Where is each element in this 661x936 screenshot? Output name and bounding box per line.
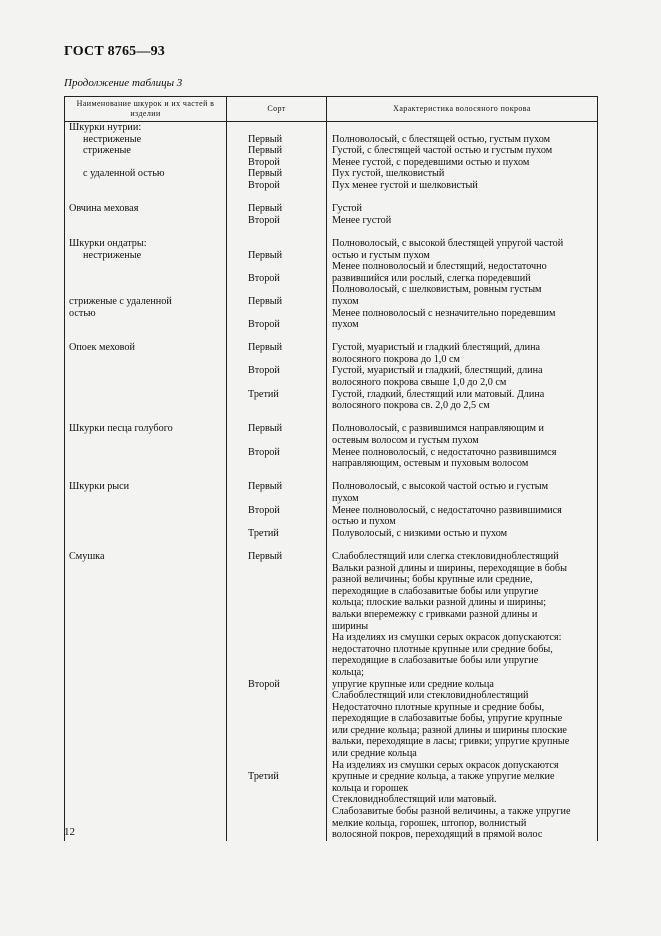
item-desc-line: переходящие в слабозавитые бобы, упругие крупные <box>332 713 563 725</box>
item-sort-line: Первый <box>248 203 283 215</box>
row-spacer <box>248 470 326 482</box>
item-name-line <box>69 284 226 296</box>
item-desc-cell <box>327 551 598 841</box>
item-desc-line: Менее густой <box>332 214 392 226</box>
item-sort-line: Первый <box>248 550 283 562</box>
item-desc-line <box>332 122 594 134</box>
row-spacer <box>69 412 226 424</box>
item-name-line <box>69 319 226 331</box>
row-spacer <box>248 539 326 551</box>
item-sort-line: Второй <box>248 179 280 191</box>
item-sort-line <box>248 377 326 389</box>
item-sort-line <box>248 609 326 621</box>
item-sort-line: Первый <box>248 423 283 435</box>
item-desc-line: или средние кольца <box>332 748 417 760</box>
item-desc-line: крупные и средние кольца, а также упругие мелкие <box>332 771 555 783</box>
item-name-line: Опоек меховой <box>69 342 135 354</box>
item-desc-cell <box>327 423 598 481</box>
item-sort-line: Второй <box>248 156 280 168</box>
item-name-line <box>69 261 226 273</box>
item-sort-line <box>248 354 326 366</box>
item-desc-line: остью и пухом <box>332 516 396 528</box>
item-sort-line: Второй <box>248 272 280 284</box>
row-spacer <box>332 412 594 424</box>
item-sort-line: Второй <box>248 446 280 458</box>
item-sort-line <box>248 516 326 528</box>
item-desc-line: развившийся или рослый, слегка поредевший <box>332 272 531 284</box>
row-spacer <box>332 226 594 238</box>
page-number: 12 <box>64 826 75 838</box>
item-name-line <box>69 493 226 505</box>
item-desc-line: мелкие кольца, горошек, штопор, волнистый <box>332 817 527 829</box>
row-spacer <box>69 470 226 482</box>
item-sort-line <box>248 760 326 772</box>
item-sort-line <box>248 829 326 841</box>
table-row <box>65 238 598 342</box>
row-spacer <box>248 226 326 238</box>
item-desc-line: кольца; плоские вальки разной длины и ширины; <box>332 597 547 609</box>
item-desc-line: направляющим, остевым и пуховым волосом <box>332 458 529 470</box>
item-name-line: стриженые с удаленной <box>69 295 172 307</box>
item-sort-line <box>248 702 326 714</box>
item-desc-line: Густой, муаристый и гладкий, блестящий, длина <box>332 365 543 377</box>
item-sort-line <box>248 690 326 702</box>
item-desc-line: Полноволосый, с высокой частой остью и густым <box>332 481 549 493</box>
item-desc-line: пухом <box>332 493 359 504</box>
item-desc-line: Полноволосый, с высокой блестящей упругой частой <box>332 237 564 249</box>
table-row <box>65 342 598 423</box>
item-sort-line: Второй <box>248 678 280 690</box>
item-name-line: с удаленной остью <box>83 168 165 180</box>
item-desc-line: Густой <box>332 203 362 215</box>
item-sort-line <box>248 261 326 273</box>
item-sort-line: Второй <box>248 319 280 331</box>
item-desc-line: Менее густой, с поредевшими остью и пухом <box>332 156 530 168</box>
item-desc-line: Густой, муаристый и гладкий блестящий, длина <box>332 342 541 354</box>
item-sort-cell <box>227 203 327 238</box>
item-name-line <box>69 597 226 609</box>
item-sort-line: Второй <box>248 504 280 516</box>
item-name-line <box>69 667 226 679</box>
item-sort-line <box>248 655 326 667</box>
item-sort-cell <box>227 342 327 423</box>
item-name-line <box>69 644 226 656</box>
item-name-line <box>69 748 226 760</box>
item-sort-line: Первый <box>248 168 283 180</box>
item-desc-line: переходящие в слабозавитые бобы или упругие <box>332 655 539 667</box>
item-name-line <box>69 354 226 366</box>
item-sort-line: Первый <box>248 481 283 493</box>
row-spacer <box>248 331 326 343</box>
header-name: Наименование шкурок и их частей в изделии <box>65 97 227 122</box>
item-sort-line <box>248 435 326 447</box>
item-desc-line: Полноволосый, с шелковистым, ровным густым <box>332 284 542 296</box>
item-name-line: Шкурки песца голубого <box>69 423 173 435</box>
item-sort-line <box>248 308 326 320</box>
item-name-line <box>69 725 226 737</box>
item-sort-line: Первый <box>248 145 283 157</box>
item-desc-line: вальки вперемежку с гривками разной длины и <box>332 608 538 620</box>
item-sort-line <box>248 586 326 598</box>
item-desc-line: На изделиях из смушки серых окрасок допускаются <box>332 759 559 771</box>
item-name-line: остью <box>69 307 96 319</box>
item-desc-line: Густой, с блестящей частой остью и густым пухом <box>332 145 553 157</box>
row-spacer <box>248 192 326 204</box>
item-sort-cell <box>227 481 327 551</box>
document-id: ГОСТ 8765—93 <box>64 44 165 59</box>
item-sort-line <box>248 632 326 644</box>
item-sort-line <box>248 818 326 830</box>
item-name-line <box>69 586 226 598</box>
item-desc-line: ширины <box>332 620 369 632</box>
item-name-line <box>69 679 226 691</box>
item-name-line <box>69 621 226 633</box>
item-desc-line: остью и густым пухом <box>332 249 430 261</box>
table-row <box>65 423 598 481</box>
item-name-line: нестриженые <box>83 249 142 261</box>
item-name-line <box>69 771 226 783</box>
item-sort-line: Первый <box>248 133 283 145</box>
item-desc-line: Полноволосый, с развившимся направляющим и <box>332 423 544 435</box>
item-sort-line: Первый <box>248 295 283 307</box>
item-sort-line <box>248 748 326 760</box>
table-row <box>65 122 598 204</box>
item-sort-line: Первый <box>248 249 283 261</box>
item-name-line: стриженые <box>83 145 131 157</box>
item-name-line <box>69 435 226 447</box>
item-sort-line <box>248 806 326 818</box>
row-spacer <box>332 331 594 343</box>
item-sort-line <box>248 667 326 679</box>
row-spacer <box>332 539 594 551</box>
item-desc-line: Менее полноволосый и блестящий, недостаточно <box>332 261 547 273</box>
item-name-line <box>69 760 226 772</box>
item-sort-line <box>248 284 326 296</box>
item-name-line <box>69 655 226 667</box>
row-spacer <box>332 470 594 482</box>
item-name-line <box>69 806 226 818</box>
item-desc-line: Полуволосый, с низкими остью и пухом <box>332 527 508 539</box>
table-caption: Продолжение таблицы 3 <box>64 77 183 89</box>
item-sort-line <box>248 563 326 575</box>
item-desc-line: Менее полноволосый с незначительно поредевшим <box>332 307 556 319</box>
item-name-line <box>69 447 226 459</box>
item-sort-line <box>248 794 326 806</box>
item-name-line <box>69 736 226 748</box>
item-desc-line: Слабоблестящий или слегка стекловидноблестящий <box>332 550 559 562</box>
table-header-row <box>65 97 598 122</box>
item-sort-line <box>248 783 326 795</box>
row-spacer <box>69 539 226 551</box>
item-desc-line: недостаточно плотные крупные или средние бобы, <box>332 643 553 655</box>
item-name-cell <box>65 342 227 423</box>
item-name-line <box>69 563 226 575</box>
item-name-line <box>69 574 226 586</box>
item-name-line <box>69 505 226 517</box>
item-sort-line: Третий <box>248 771 279 783</box>
item-sort-cell <box>227 551 327 841</box>
item-desc-line: кольца; <box>332 666 364 678</box>
table-row <box>65 481 598 551</box>
row-spacer <box>69 331 226 343</box>
item-sort-cell <box>227 122 327 204</box>
item-sort-line <box>248 493 326 505</box>
item-desc-line: пухом <box>332 295 359 307</box>
item-name-line <box>69 690 226 702</box>
item-sort-line <box>248 458 326 470</box>
item-desc-line: Менее полноволосый, с недостаточно развившимися <box>332 504 562 516</box>
item-sort-cell <box>227 238 327 342</box>
item-desc-line: Полноволосый, с блестящей остью, густым пухом <box>332 133 551 145</box>
item-name-line: Шкурки нутрии: <box>69 122 142 133</box>
table-row <box>65 551 598 841</box>
item-desc-cell <box>327 238 598 342</box>
item-name-line: Смушка <box>69 550 105 562</box>
item-name-line <box>69 609 226 621</box>
row-spacer <box>69 192 226 204</box>
item-sort-line: Третий <box>248 388 279 400</box>
item-sort-line: Первый <box>248 342 283 354</box>
item-name-cell <box>65 481 227 551</box>
item-desc-cell <box>327 203 598 238</box>
item-desc-line: волосяного покрова св. 2,0 до 2,5 см <box>332 400 490 412</box>
item-name-line: Шкурки рыси <box>69 481 130 493</box>
header-sort: Сорт <box>227 97 327 122</box>
item-sort-line <box>248 725 326 737</box>
item-sort-line <box>248 597 326 609</box>
item-desc-line: Пух менее густой и шелковистый <box>332 179 478 191</box>
item-desc-line: упругие крупные или средние кольца <box>332 678 494 690</box>
item-name-cell <box>65 238 227 342</box>
item-desc-line: кольца и горошек <box>332 782 409 794</box>
item-desc-line: Стекловидноблестящий или матовый. <box>332 794 497 806</box>
item-name-cell <box>65 203 227 238</box>
row-spacer <box>332 192 594 204</box>
item-name-line <box>69 702 226 714</box>
row-spacer <box>69 226 226 238</box>
item-sort-line <box>248 713 326 725</box>
item-sort-line <box>248 574 326 586</box>
item-name-line <box>69 528 226 540</box>
item-desc-line: Вальки разной длины и ширины, переходящие в бобы <box>332 562 567 574</box>
item-sort-line: Третий <box>248 527 279 539</box>
item-name-line <box>69 365 226 377</box>
item-name-line <box>69 632 226 644</box>
item-desc-line: пухом <box>332 319 359 331</box>
item-name-line <box>69 713 226 725</box>
item-sort-line <box>248 736 326 748</box>
item-desc-line: Густой, гладкий, блестящий или матовый. Длина <box>332 388 545 400</box>
item-desc-line: Слабозавитые бобы разной величины, а также упругие <box>332 806 571 818</box>
item-name-line <box>69 273 226 285</box>
item-desc-line: волосяного покрова свыше 1,0 до 2,0 см <box>332 377 507 389</box>
item-sort-cell <box>227 423 327 481</box>
item-name-line <box>69 783 226 795</box>
item-sort-line <box>248 621 326 633</box>
item-name-line <box>69 400 226 412</box>
item-name-line: Овчина меховая <box>69 203 139 215</box>
item-desc-line: Менее полноволосый, с недостаточно развившимся <box>332 446 557 458</box>
item-desc-line: Недостаточно плотные крупные и средние бобы, <box>332 701 545 713</box>
item-name-line: Шкурки ондатры: <box>69 237 147 249</box>
item-desc-line: волосяной покров, переходящий в прямой волос <box>332 829 543 841</box>
characteristics-table <box>64 96 598 841</box>
item-desc-line: вальки, переходящие в ласы; гривки; упругие крупные <box>332 736 570 748</box>
item-sort-line: Второй <box>248 365 280 377</box>
header-desc: Характеристика волосяного покрова <box>327 97 598 122</box>
row-spacer <box>248 412 326 424</box>
item-name-line <box>69 389 226 401</box>
item-name-cell <box>65 122 227 204</box>
item-desc-line: разной величины; бобы крупные или средние, <box>332 574 533 586</box>
item-sort-line <box>248 122 326 134</box>
item-name-line <box>69 377 226 389</box>
table-body <box>65 122 598 841</box>
item-name-line <box>69 180 226 192</box>
item-desc-line: Слабоблестящий или стекловидноблестящий <box>332 690 529 702</box>
item-desc-cell <box>327 481 598 551</box>
table-row <box>65 203 598 238</box>
item-desc-cell <box>327 342 598 423</box>
item-name-line <box>69 818 226 830</box>
item-desc-line: На изделиях из смушки серых окрасок допускаются: <box>332 632 562 644</box>
item-sort-line <box>248 238 326 250</box>
item-sort-line: Второй <box>248 214 280 226</box>
item-desc-line: или средние кольца; разной длины и ширины плоские <box>332 724 567 736</box>
item-name-line <box>69 516 226 528</box>
item-name-line <box>69 157 226 169</box>
item-name-line <box>69 794 226 806</box>
item-desc-line: волосяного покрова до 1,0 см <box>332 353 460 365</box>
item-name-line: нестриженые <box>83 133 142 145</box>
item-name-cell <box>65 423 227 481</box>
item-desc-line: остевым волосом и густым пухом <box>332 435 479 447</box>
item-name-line <box>69 458 226 470</box>
item-desc-line: Пух густой, шелковистый <box>332 168 445 180</box>
item-name-line <box>69 829 226 841</box>
item-name-cell <box>65 551 227 841</box>
item-sort-line <box>248 644 326 656</box>
item-desc-line: переходящие в слабозавитые бобы или упругие <box>332 585 539 597</box>
item-name-line <box>69 215 226 227</box>
item-desc-cell <box>327 122 598 204</box>
item-sort-line <box>248 400 326 412</box>
